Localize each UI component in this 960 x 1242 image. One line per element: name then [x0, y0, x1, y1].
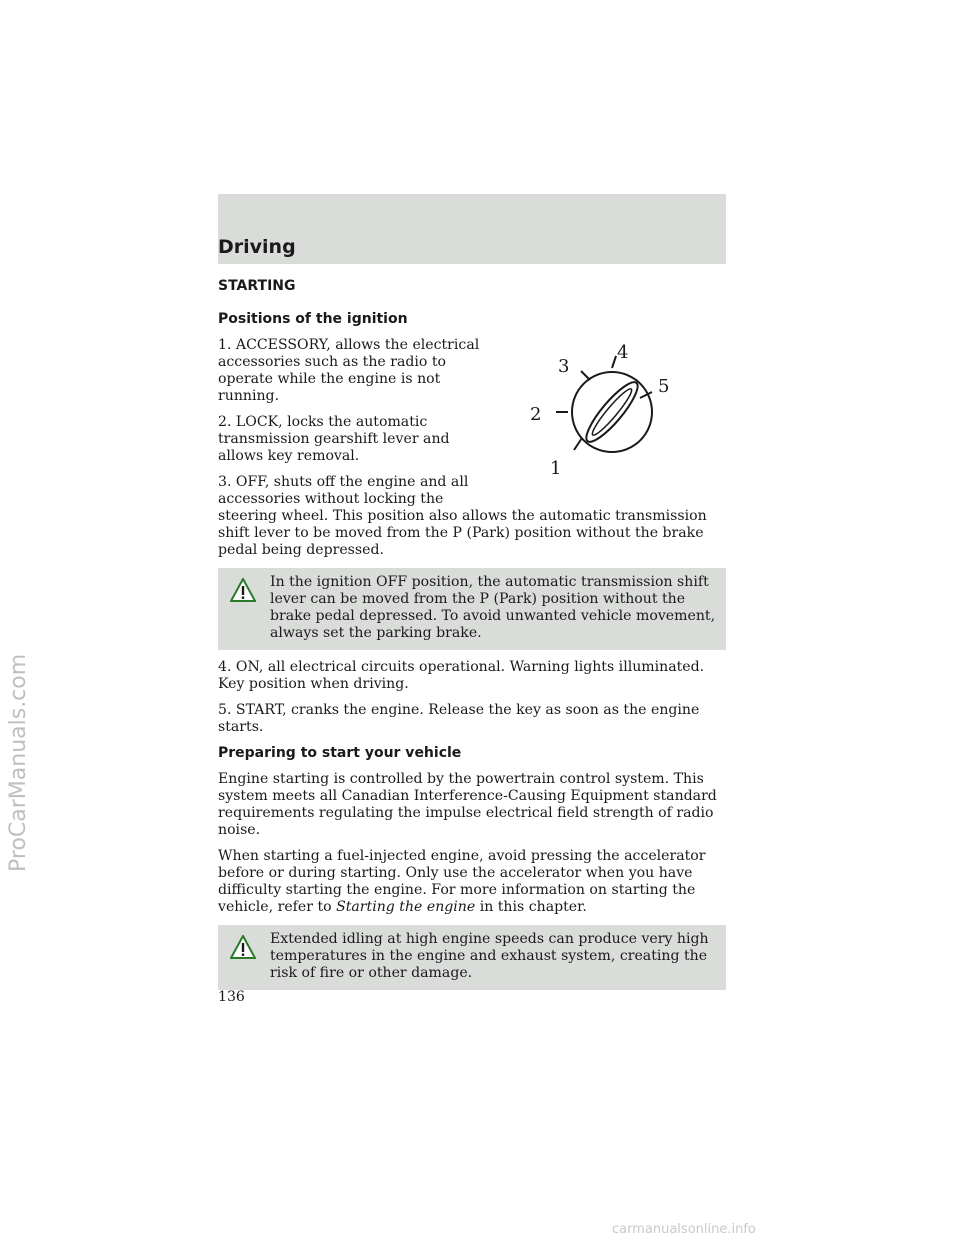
- ignition-item-4: 4. ON, all electrical circuits operational. Warning lights illuminated. Key position when driving.: [218, 659, 705, 692]
- ignition-item-2: 2. LOCK, locks the automatic transmission gearshift lever and allows key removal.: [218, 414, 450, 464]
- diagram-label-5: 5: [658, 376, 670, 397]
- watermark-text: ProCarManuals.com: [6, 653, 31, 872]
- prepare-heading: Preparing to start your vehicle: [218, 745, 462, 761]
- ignition-item-3b: steering wheel. This position also allows the automatic transmission shift lever to be moved from the P (Park) position without the brake pedal being depressed.: [218, 508, 707, 558]
- tick-4: [612, 356, 616, 368]
- section-title: STARTING: [218, 278, 296, 294]
- ignition-item-1: 1. ACCESSORY, allows the electrical accessories such as the radio to operate while the engine is not running.: [218, 337, 480, 404]
- prepare-paragraph-2-text: When starting a fuel-injected engine, avoid pressing the accelerator before or during starting. Only use the accelerator when you have difficulty starting the engine. For more information on starting the vehicle, refer to: [218, 848, 706, 915]
- ignition-heading: Positions of the ignition: [218, 311, 408, 327]
- prepare-paragraph-2-end: in this chapter.: [479, 899, 587, 915]
- diagram-label-1: 1: [550, 458, 562, 479]
- warning-box-ignition: [218, 568, 726, 650]
- warning-triangle-icon: [230, 578, 256, 602]
- ignition-switch-diagram: [514, 334, 694, 484]
- ignition-item-5: 5. START, cranks the engine. Release the key as soon as the engine starts.: [218, 702, 700, 735]
- prepare-paragraph-1: Engine starting is controlled by the powertrain control system. This system meets all Canadian Interference-Causing Equipment standard requirements regulating the impulse electrical field strength of radio noise.: [218, 771, 717, 838]
- page-title: Driving: [218, 236, 296, 258]
- ignition-item-3a: 3. OFF, shuts off the engine and all accessories without locking the: [218, 474, 469, 507]
- diagram-label-3: 3: [558, 356, 570, 377]
- page-number: 136: [218, 989, 245, 1005]
- diagram-label-4: 4: [617, 342, 629, 363]
- starting-engine-reference: Starting the engine: [336, 899, 476, 915]
- tick-3: [581, 371, 590, 380]
- warning-box-idling: [218, 925, 726, 990]
- footer-watermark: carmanualsonline.info: [612, 1222, 756, 1237]
- tick-1: [574, 438, 582, 450]
- diagram-label-2: 2: [530, 404, 542, 425]
- warning-text-ignition: In the ignition OFF position, the automatic transmission shift lever can be moved from the P (Park) position without the brake pedal depressed. To avoid unwanted vehicle movement, always set the parking brake.: [270, 574, 716, 641]
- warning-triangle-icon: [230, 935, 256, 959]
- warning-text-idling: Extended idling at high engine speeds can produce very high temperatures in the engine and exhaust system, creating the risk of fire or other damage.: [270, 931, 709, 981]
- prepare-paragraph-2: [218, 848, 726, 916]
